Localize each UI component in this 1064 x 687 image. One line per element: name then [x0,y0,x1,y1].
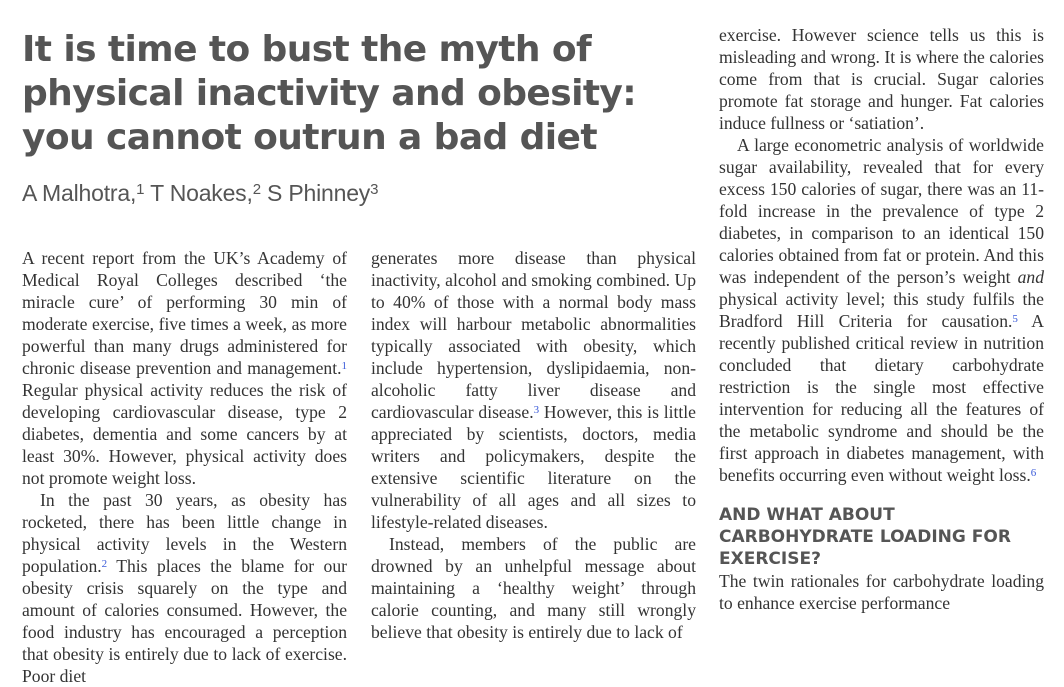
reference-link[interactable]: 5 [1012,313,1018,325]
paragraph-text: A large econometric analysis of worldwide sugar availability, revealed that for every excess 150 calories of sugar, there was an 11-fold increase in the prevalence of type 2 diabetes, in comparison to an identical 150 calories obtained from fat or protein. And this was independent of the person’s weight [719,135,1044,287]
paragraph [371,247,696,533]
paragraph-text: Regular physical activity reduces the risk of developing cardiovascular disease, type 2 diabetes, dementia and some cancers by at least 30%. However, physical activity does not promote weight loss. [22,380,347,488]
paragraph-text: Instead, members of the public are drowned by an unhelpful message about maintaining a ‘healthy weight’ through calorie counting, and many still wrongly believe that obesity is entirely due to lack of [371,534,696,642]
paragraph-text: The twin rationales for carbohydrate loading to enhance exercise performance [719,571,1044,613]
paragraph-text: A recent report from the UK’s Academy of Medical Royal Colleges described ‘the miracle cure’ of performing 30 min of moderate exercise, five times a week, as more powerful than many drugs administered for chronic disease prevention and management. [22,248,347,378]
body-column-3 [719,24,1044,614]
author-affiliation-marker: 1 [136,181,145,198]
reference-link[interactable]: 6 [1030,467,1037,479]
paragraph [22,489,347,687]
body-column-1 [22,247,347,687]
author-name: A Malhotra, [22,180,137,206]
paragraph [719,570,1044,614]
paragraph-text: A recently published critical review in nutrition concluded that dietary carbohydrate restriction is the single most effective intervention for reducing all the features of the metabolic syndrome and should be the first approach in diabetes management, with benefits occurring even without weight loss. [719,311,1044,485]
article-title: It is time to bust the myth of physical inactivity and obesity: you cannot outrun a bad diet [22,29,637,158]
paragraph-text: This places the blame for our obesity crisis squarely on the type and amount of calories consumed. However, the food industry has encouraged a perception that obesity is entirely due to lack of exercise. Poor diet [22,556,347,686]
paragraph-text: However, this is little appreciated by scientists, doctors, media writers and policymakers, despite the extensive scientific literature on the vulnerability of all ages and all sizes to lifestyle-related diseases. [371,402,696,532]
paragraph [22,247,347,489]
paragraph [719,24,1044,134]
author-list [22,178,692,208]
paragraph-text: exercise. However science tells us this is misleading and wrong. It is where the calories come from that is crucial. Sugar calories promote fat storage and hunger. Fat calories induce fullness or ‘satiation’. [719,25,1044,133]
paragraph [719,134,1044,486]
paragraph [371,533,696,643]
paragraph-text: generates more disease than physical inactivity, alcohol and smoking combined. Up to 40% of those with a normal body mass index will harbour metabolic abnormalities typically associated with obesity, which include hypertension, dyslipidaemia, non-alcoholic fatty liver disease and cardiovascular disease. [371,248,696,422]
reference-link[interactable]: 1 [341,360,347,372]
author-name: S Phinney [267,180,371,206]
reference-link[interactable]: 3 [533,404,540,416]
author-name: T Noakes, [150,180,253,206]
paragraph-text: In the past 30 years, as obesity has rocketed, there has been little change in physical activity levels in the Western population. [22,490,347,576]
body-column-2 [371,247,696,643]
paragraph-text: physical activity level; this study fulfils the Bradford Hill Criteria for causation. [719,289,1044,331]
author-affiliation-marker: 3 [370,181,379,198]
section-heading: AND WHAT ABOUT CARBOHYDRATE LOADING FOR EXERCISE? [719,505,1011,569]
reference-link[interactable]: 2 [101,558,108,570]
emphasis-text: and [1017,267,1044,287]
author-affiliation-marker: 2 [252,181,261,198]
